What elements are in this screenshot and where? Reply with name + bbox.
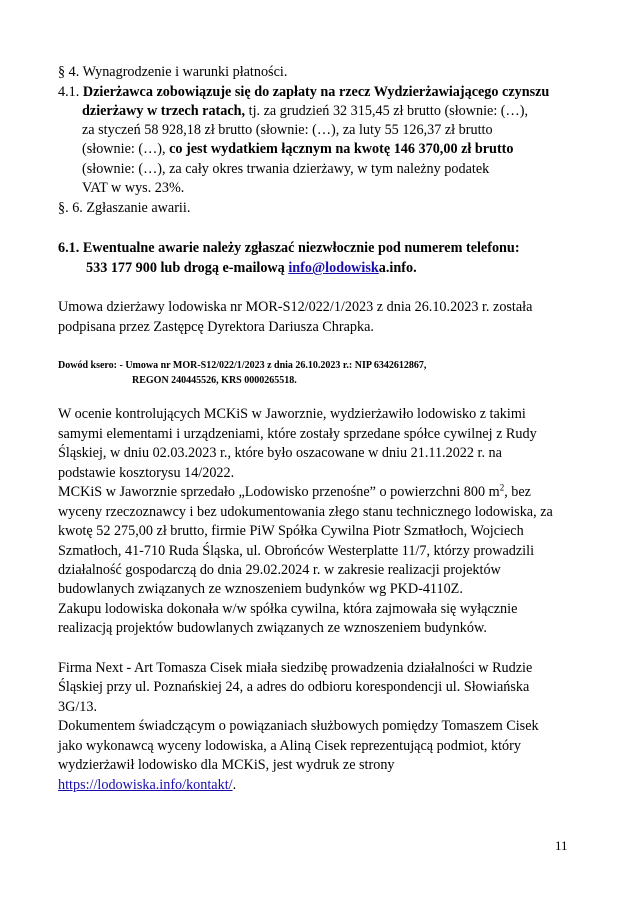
page-number: 11: [555, 838, 568, 853]
link-tail: .: [232, 777, 237, 793]
contact-page-link[interactable]: https://lodowiska.info/kontakt/: [58, 777, 233, 793]
para1-line-2: samymi elementami i urządzeniami, które zostały sprzedane spółce cywilnej z Rudy: [58, 426, 537, 442]
clause-4-1-text-4a: (słownie: (…),: [82, 141, 170, 157]
dowod-line-1: Dowód ksero: - Umowa nr MOR-S12/022/1/2023 z dnia 26.10.2023 r.: NIP 6342612867,: [58, 360, 427, 371]
clause-4-1-bold-4: co jest wydatkiem łącznym na kwotę 146 370,00 zł brutto: [169, 141, 514, 157]
dowod-line-2: REGON 240445526, KRS 0000265518.: [132, 375, 297, 386]
para3-line-2: Śląskiej przy ul. Poznańskiej 24, a adres do odbioru korespondencji ul. Słowiańska: [58, 679, 530, 695]
para2-line-8: realizacją projektów budowlanych związanych ze wznoszeniem budynków.: [58, 620, 487, 636]
section-4-heading: § 4. Wynagrodzenie i warunki płatności.: [58, 64, 288, 80]
clause-4-1-line-5: (słownie: (…), za cały okres trwania dzierżawy, w tym należny podatek: [82, 161, 490, 177]
clause-4-1-line-6: VAT w wys. 23%.: [82, 180, 185, 196]
para1-line-3: Śląskiej, w dniu 02.03.2023 r., które było oszacowane w dniu 21.11.2022 r. na: [58, 445, 502, 461]
clause-4-1-bold-1: Dzierżawca zobowiązuje się do zapłaty na rzecz Wydzierżawiającego czynszu: [82, 84, 550, 100]
para3-line-7: [58, 776, 236, 794]
para3-line-4: Dokumentem świadczącym o powiązaniach służbowych pomiędzy Tomaszem Cisek: [58, 718, 539, 734]
clause-4-1-line-4: [82, 140, 514, 158]
umowa-line-2: podpisana przez Zastępcę Dyrektora Dariusza Chrapka.: [58, 319, 374, 335]
para2-line-2: wyceny rzeczoznawcy i bez udokumentowania złego stanu technicznego lodowiska, za: [58, 504, 553, 520]
para2-line-1: [58, 483, 531, 501]
clause-4-1-line-2: [82, 102, 528, 120]
clause-6-1-tail: a.info.: [378, 260, 417, 276]
umowa-line-1: Umowa dzierżawy lodowiska nr MOR-S12/022/1/2023 z dnia 26.10.2023 r. została: [58, 299, 533, 315]
para2-text-1a: MCKiS w Jaworznie sprzedało „Lodowisko przenośne” o powierzchni 800 m: [58, 484, 500, 500]
superscript-2: 2: [499, 482, 505, 493]
email-link[interactable]: info@lodowisk: [288, 260, 379, 276]
para2-line-6: budowlanych związanych ze wznoszeniem budynków wg PKD-4110Z.: [58, 581, 463, 597]
para1-line-4: podstawie kosztorysu 14/2022.: [58, 465, 235, 481]
clause-number: 4.1.: [58, 84, 80, 100]
section-6-heading: §. 6. Zgłaszanie awarii.: [58, 200, 191, 216]
para2-text-1b: , bez: [504, 484, 531, 500]
para3-line-1: Firma Next - Art Tomasza Cisek miała siedzibę prowadzenia działalności w Rudzie: [58, 660, 533, 676]
para2-line-7: Zakupu lodowiska dokonała w/w spółka cywilna, która zajmowała się wyłącznie: [58, 601, 518, 617]
clause-4-1-bold-2: dzierżawy w trzech ratach,: [82, 103, 246, 119]
para2-line-5: działalność gospodarczą do dnia 29.02.2024 r. w zakresie realizacji projektów: [58, 562, 501, 578]
para3-line-5: jako wykonawcą wyceny lodowiska, a Aliną Cisek reprezentującą podmiot, który: [58, 738, 521, 754]
para3-line-3: 3G/13.: [58, 699, 98, 715]
clause-6-1-text: 533 177 900 lub drogą e-mailową: [86, 260, 289, 276]
clause-4-1-text-2: tj. za grudzień 32 315,45 zł brutto (słownie: (…),: [245, 103, 528, 119]
para3-line-6: wydzierżawił lodowisko dla MCKiS, jest wydruk ze strony: [58, 757, 395, 773]
clause-4-1-line-1: [58, 83, 549, 101]
para1-line-1: W ocenie kontrolujących MCKiS w Jaworznie, wydzierżawiło lodowisko z takimi: [58, 406, 526, 422]
para2-line-3: kwotę 52 275,00 zł brutto, firmie PiW Spółka Cywilna Piotr Szmatłoch, Wojciech: [58, 523, 524, 539]
clause-6-1-line-1: 6.1. Ewentualne awarie należy zgłaszać niezwłocznie pod numerem telefonu:: [58, 240, 520, 256]
clause-4-1-line-3: za styczeń 58 928,18 zł brutto (słownie: (…), za luty 55 126,37 zł brutto: [82, 122, 493, 138]
clause-6-1-line-2: [86, 259, 417, 277]
para2-line-4: Szmatłoch, 41-710 Ruda Śląska, ul. Obrońców Westerplatte 11/7, którzy prowadzili: [58, 543, 535, 559]
